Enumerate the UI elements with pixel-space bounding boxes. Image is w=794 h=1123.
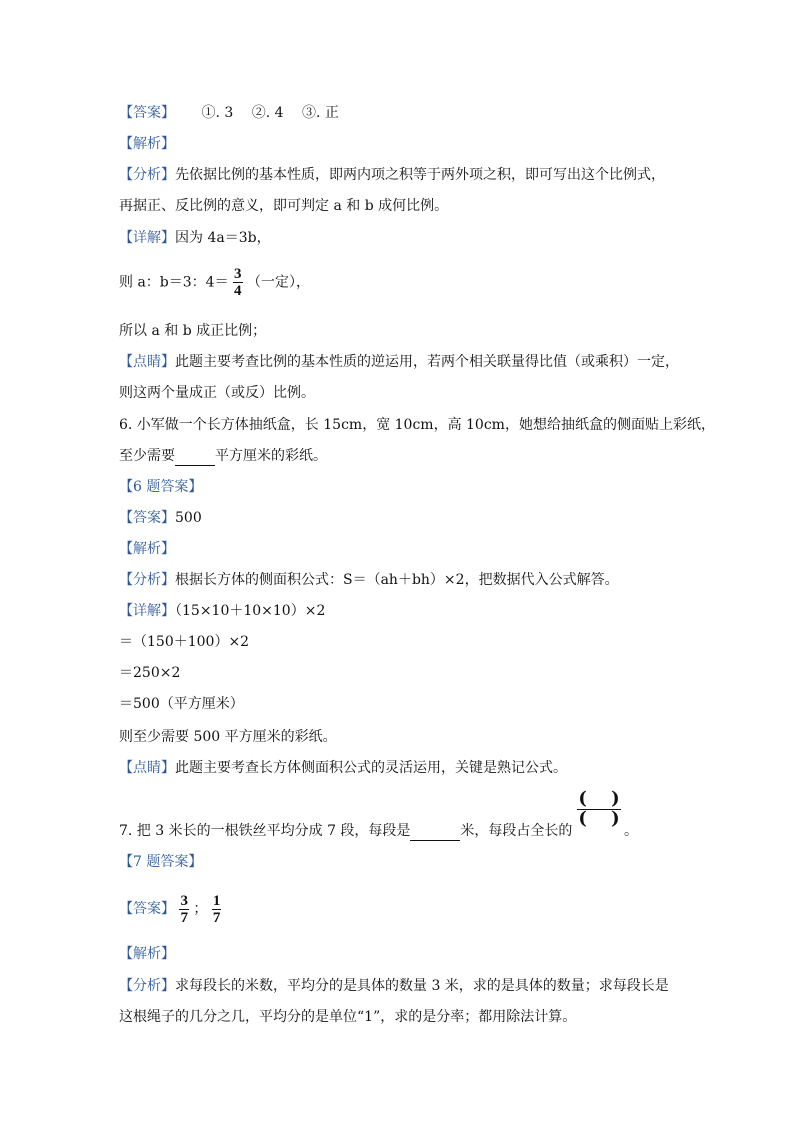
analysis-text: 先依据比例的基本性质，即两内项之积等于两外项之积，即可写出这个比例式， <box>175 167 665 183</box>
fraction-numerator: 1 <box>212 892 221 909</box>
fraction-denominator: 4 <box>234 283 242 299</box>
fraction-three-quarters <box>233 266 243 299</box>
fraction-denominator: 7 <box>212 909 221 926</box>
answer-values: ①. 3 ②. 4 ③. 正 <box>201 105 339 121</box>
question-7-analysis-heading: 【解析】 <box>119 946 175 962</box>
question-6-analysis <box>119 570 619 590</box>
answer-value: 500 <box>175 510 202 526</box>
analysis-label: 【分析】 <box>119 572 175 588</box>
detail-label: 【详解】 <box>119 603 175 619</box>
question-7-answer-tag: 【7 题答案】 <box>119 854 203 870</box>
detail-text: 因为 4a＝3b， <box>175 230 271 246</box>
calc-step-1: ＝（150＋100）×2 <box>119 634 250 650</box>
question-6-prefix: 至少需要 <box>119 448 175 464</box>
analysis-text: 根据长方体的侧面积公式：S＝（ah＋bh）×2，把数据代入公式解答。 <box>175 572 619 588</box>
question-7-end: 。 <box>624 823 638 839</box>
fraction-one-seventh <box>212 893 222 926</box>
calc-step-2: ＝250×2 <box>119 665 181 681</box>
calc-conclusion: 则至少需要 500 平方厘米的彩纸。 <box>119 729 337 745</box>
question-6-key-point <box>119 758 567 778</box>
key-point-label: 【点睛】 <box>119 760 175 776</box>
answer-label: 【答案】 <box>119 510 175 526</box>
analysis-line-1 <box>119 165 665 185</box>
fraction-numerator: 3 <box>234 266 242 282</box>
fraction-numerator: 3 <box>180 892 188 909</box>
analysis-heading: 【解析】 <box>119 136 175 152</box>
question-6-line-2 <box>119 446 327 466</box>
detail-line-2 <box>119 266 310 299</box>
question-6-detail <box>119 601 325 621</box>
answer-label: 【答案】 <box>119 901 175 917</box>
detail-label: 【详解】 <box>119 230 175 246</box>
answer-separator: ； <box>193 901 208 917</box>
key-point-line-2: 则这两个量成正（或反）比例。 <box>119 385 315 401</box>
analysis-label: 【分析】 <box>119 978 175 994</box>
question-7-answer <box>119 891 221 927</box>
question-6-answer <box>119 508 202 528</box>
answer-blank[interactable] <box>410 824 460 841</box>
question-7-analysis-2: 这根绳子的几分之几，平均分的是单位“1”，求的是分率；都用除法计算。 <box>119 1009 577 1025</box>
analysis-line-2: 再据正、反比例的意义，即可判定 a 和 b 成何比例。 <box>119 198 449 214</box>
ratio-text: 则 a：b＝3：4＝ <box>119 274 229 291</box>
question-7-prefix: 7. 把 3 米长的一根铁丝平均分成 7 段，每段是 <box>119 823 411 839</box>
question-6-answer-tag: 【6 题答案】 <box>119 479 203 495</box>
detail-text: （15×10＋10×10）×2 <box>175 603 326 619</box>
answer-label: 【答案】 <box>119 105 175 121</box>
key-point-line-1 <box>119 352 679 372</box>
question-7-middle: 米，每段占全长的 <box>460 823 573 839</box>
question-6-line-1: 6. 小军做一个长方体抽纸盒，长 15cm，宽 10cm，高 10cm，她想给抽纸盒的侧面贴上彩纸， <box>119 417 715 433</box>
blank-numerator: ( ) <box>578 788 620 809</box>
blank-denominator: ( ) <box>578 808 620 829</box>
blank-fraction[interactable] <box>577 790 621 828</box>
answer-line <box>119 103 339 123</box>
question-7-analysis-1 <box>119 976 669 996</box>
question-7-line <box>119 821 572 841</box>
analysis-text: 求每段长的米数，平均分的是具体的数量 3 米，求的是具体的数量；求每段长是 <box>175 978 669 994</box>
conclusion-line: 所以 a 和 b 成正比例； <box>119 323 267 339</box>
fraction-denominator: 7 <box>180 909 188 926</box>
analysis-label: 【分析】 <box>119 167 175 183</box>
calc-step-3: ＝500（平方厘米） <box>119 696 244 712</box>
question-6-suffix: 平方厘米的彩纸。 <box>215 448 327 464</box>
fraction-three-sevenths <box>179 893 189 926</box>
ratio-suffix: （一定）， <box>246 274 310 291</box>
question-6-analysis-heading: 【解析】 <box>119 541 175 557</box>
key-point-text: 此题主要考查比例的基本性质的逆运用，若两个相关联量得比值（或乘积）一定， <box>175 354 679 370</box>
answer-blank[interactable] <box>175 449 215 466</box>
key-point-label: 【点睛】 <box>119 354 175 370</box>
key-point-text: 此题主要考查长方体侧面积公式的灵活运用，关键是熟记公式。 <box>175 760 567 776</box>
detail-line-1 <box>119 228 271 248</box>
